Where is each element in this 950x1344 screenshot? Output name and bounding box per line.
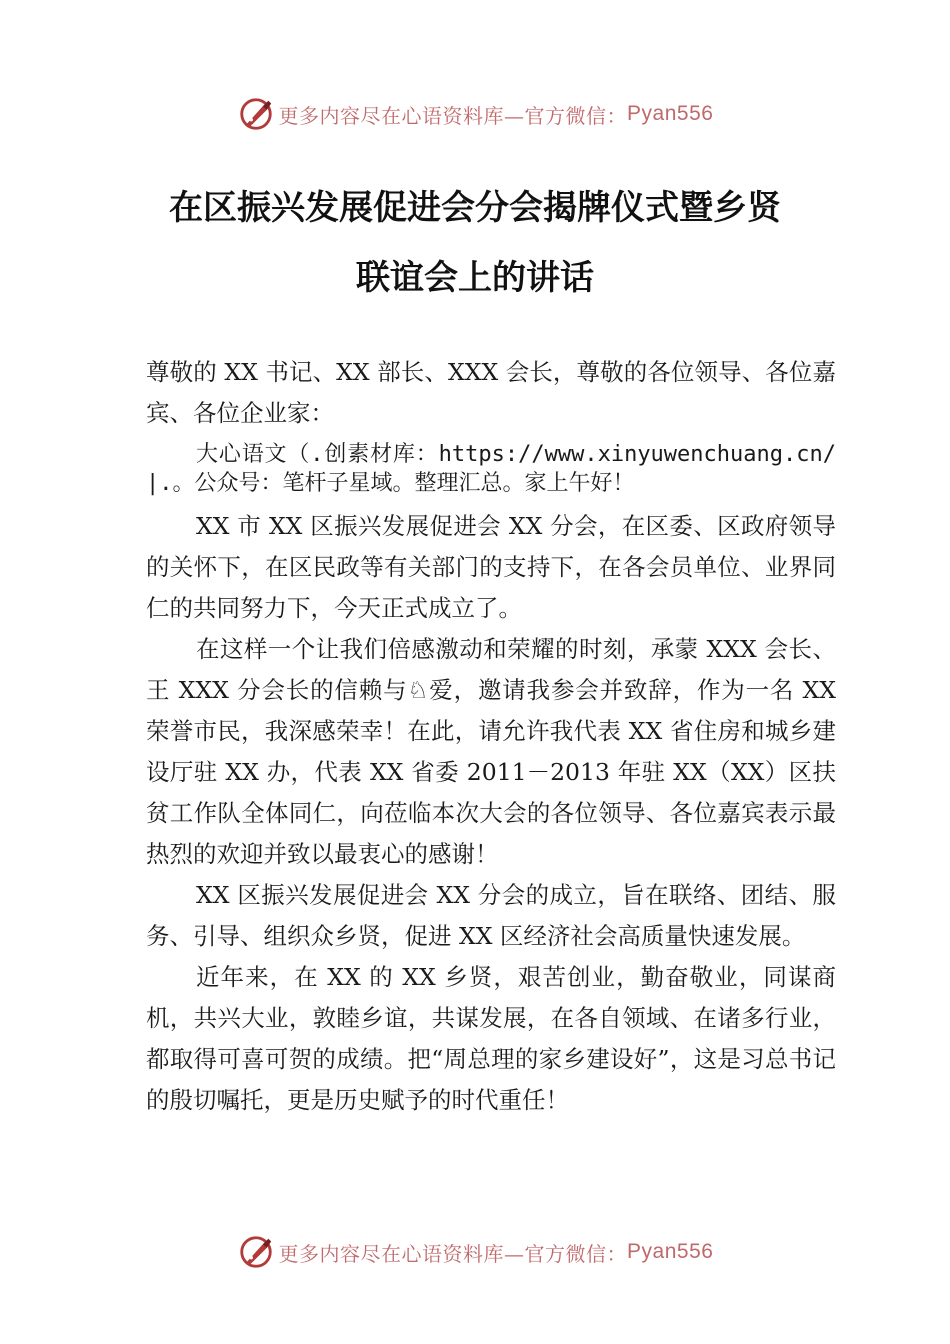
- body-paragraph-3: XX 区振兴发展促进会 XX 分会的成立，旨在联络、团结、服务、引导、组织众乡贤，促进 XX 区经济社会高质量快速发展。: [146, 881, 836, 950]
- watermark-account: Pyan556: [627, 1240, 714, 1263]
- salutation-paragraph: 尊敬的 XX 书记、XX 部长、XXX 会长，尊敬的各位领导、各位嘉宾、各位企业家：: [146, 358, 836, 427]
- footer-watermark: [0, 1230, 950, 1274]
- watermark-text: 更多内容尽在心语资料库—官方微信：: [278, 1241, 628, 1266]
- watermark-text: 更多内容尽在心语资料库—官方微信：: [278, 103, 628, 128]
- watermark-account: Pyan556: [627, 102, 714, 125]
- header-watermark: [0, 92, 950, 136]
- document-body: [146, 352, 836, 1121]
- document-title-line-1: 在区振兴发展促进会分会揭牌仪式暨乡贤: [169, 188, 781, 228]
- body-paragraph-4: 近年来，在 XX 的 XX 乡贤，艰苦创业，勤奋敬业，同谋商机，共兴大业，敦睦乡谊，共谋发展，在各自领域、在诸多行业，都取得可喜可贺的成绩。把“周总理的家乡建设好”，这是习总书记的殷切嘱托，更是历史赋予的时代重任！: [146, 963, 836, 1114]
- body-paragraph-2: 在这样一个让我们倍感激动和荣耀的时刻，承蒙 XXX 会长、王 XXX 分会长的信赖与♘爱，邀请我参会并致辞，作为一名 XX 荣誉市民，我深感荣幸！在此，请允许我代表 XX 省住房和城乡建设厅驻 XX 办，代表 XX 省委 2011－2013 年驻 XX（XX）区扶贫工作队全体同仁，向莅临本次大会的各位领导、各位嘉宾表示最热烈的欢迎并致以最衷心的感谢！: [146, 635, 836, 868]
- pen-nib-logo-icon: [237, 95, 275, 133]
- body-paragraph-1: XX 市 XX 区振兴发展促进会 XX 分会，在区委、区政府领导的关怀下，在区民政等有关部门的支持下，在各会员单位、业界同仁的共同努力下，今天正式成立了。: [146, 512, 836, 622]
- source-note-paragraph: 大心语文（.创素材库：https://www.xinyuwenchuang.cn/|.。公众号：笔杆子星域。整理汇总。家上午好！: [146, 442, 836, 496]
- document-title-line-2: 联谊会上的讲话: [356, 258, 594, 298]
- pen-nib-logo-icon: [237, 1233, 275, 1271]
